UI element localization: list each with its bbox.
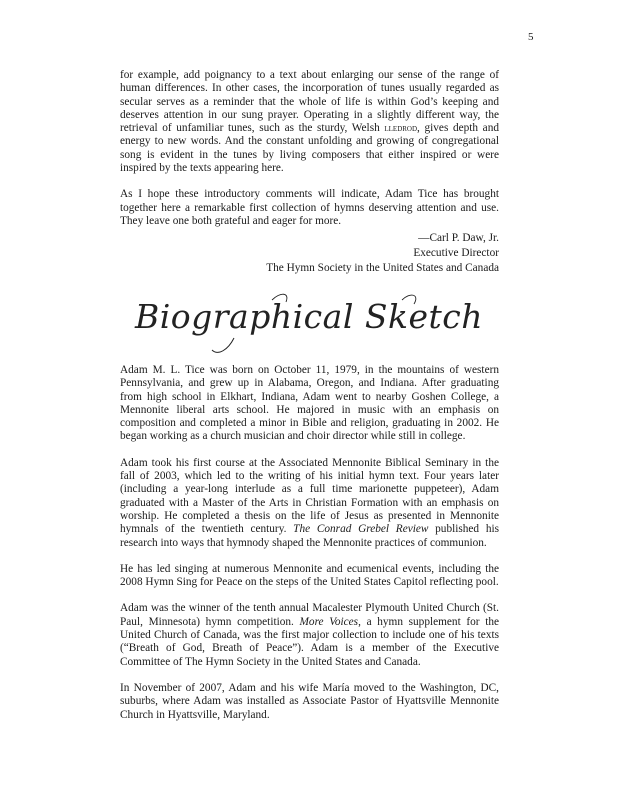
signature-organization: The Hymn Society in the United States and Canada (266, 262, 499, 274)
text-segment: , gives depth and energy to new words. And the constant unfolding and growing of congregational song is evident in the tunes by living composers that either inspired or were inspired by the texts appearing here. (120, 122, 499, 175)
signature-title: Executive Director (413, 247, 499, 259)
foreword-paragraph-1 (120, 69, 499, 175)
signature-block (120, 231, 499, 276)
tune-name: lledrod (384, 123, 418, 135)
text-segment: , a hymn supplement for the United Church of Canada, was the first major collection to include one of his texts (“Breath of God, Breath of Peace”). Adam is a member of the Executive Committee of The Hymn Society in the United States and Canada. (120, 615, 500, 668)
hymnal-title: More Voices (299, 615, 359, 628)
section-heading (0, 297, 618, 336)
section-heading-text: Biographical Sketch (134, 297, 483, 336)
bio-paragraph-5: In November of 2007, Adam and his wife María moved to the Washington, DC, suburbs, where Adam was installed as Associate Pastor of Hyattsville Mennonite Church in Hyattsville, Maryland. (120, 681, 499, 721)
journal-title: The Conrad Grebel Review (293, 523, 429, 536)
bio-paragraph-4 (120, 602, 499, 668)
bio-paragraph-1: Adam M. L. Tice was born on October 11, 1979, in the mountains of western Pennsylvania, and grew up in Alabama, Oregon, and Indiana. After graduating from high school in Elkhart, Indiana, Adam went to nearby Goshen College, a Mennonite liberal arts school. He majored in music with an emphasis on composition and completed a minor in Bible and religion, graduating in 2002. He began working as a church musician and choir director while still in college. (120, 364, 499, 443)
foreword-paragraph-2: As I hope these introductory comments will indicate, Adam Tice has brought together here a remarkable first collection of hymns deserving attention and use. They leave one both grateful and eager for more. (120, 188, 499, 227)
page-number: 5 (528, 31, 534, 43)
signature-name: —Carl P. Daw, Jr. (418, 232, 499, 244)
text-segment: Adam was the winner of the tenth annual Macalester Plymouth United Church (St. Paul, Minnesota) hymn competition. (120, 602, 499, 628)
biography-section (120, 364, 499, 722)
bio-paragraph-2 (120, 457, 499, 550)
text-segment: published his research into ways that hymnody shaped the Mennonite practices of communion. (120, 523, 500, 549)
foreword-section (120, 69, 499, 228)
text-segment: for example, add poignancy to a text about enlarging our sense of the range of human differences. In other cases, the incorporation of tunes usually regarded as secular serves as a reminder that the whole of life is within God’s keeping and deserves attention in our sung prayer. Operating in a slightly different way, the retrieval of unfamiliar tunes, such as the sturdy, Welsh (120, 69, 499, 135)
text-segment: Adam took his first course at the Associated Mennonite Biblical Seminary in the fall of 2003, which led to the writing of his initial hymn text. Four years later (including a year-long interlude as a full time marionette puppeteer), Adam graduated with a Master of the Arts in Christian Formation with an emphasis on worship. He completed a thesis on the life of Jesus as presented in Mennonite hymnals of the twentieth century. (120, 456, 499, 536)
bio-paragraph-3: He has led singing at numerous Mennonite and ecumenical events, including the 2008 Hymn Sing for Peace on the steps of the United States Capitol reflecting pool. (120, 562, 499, 589)
